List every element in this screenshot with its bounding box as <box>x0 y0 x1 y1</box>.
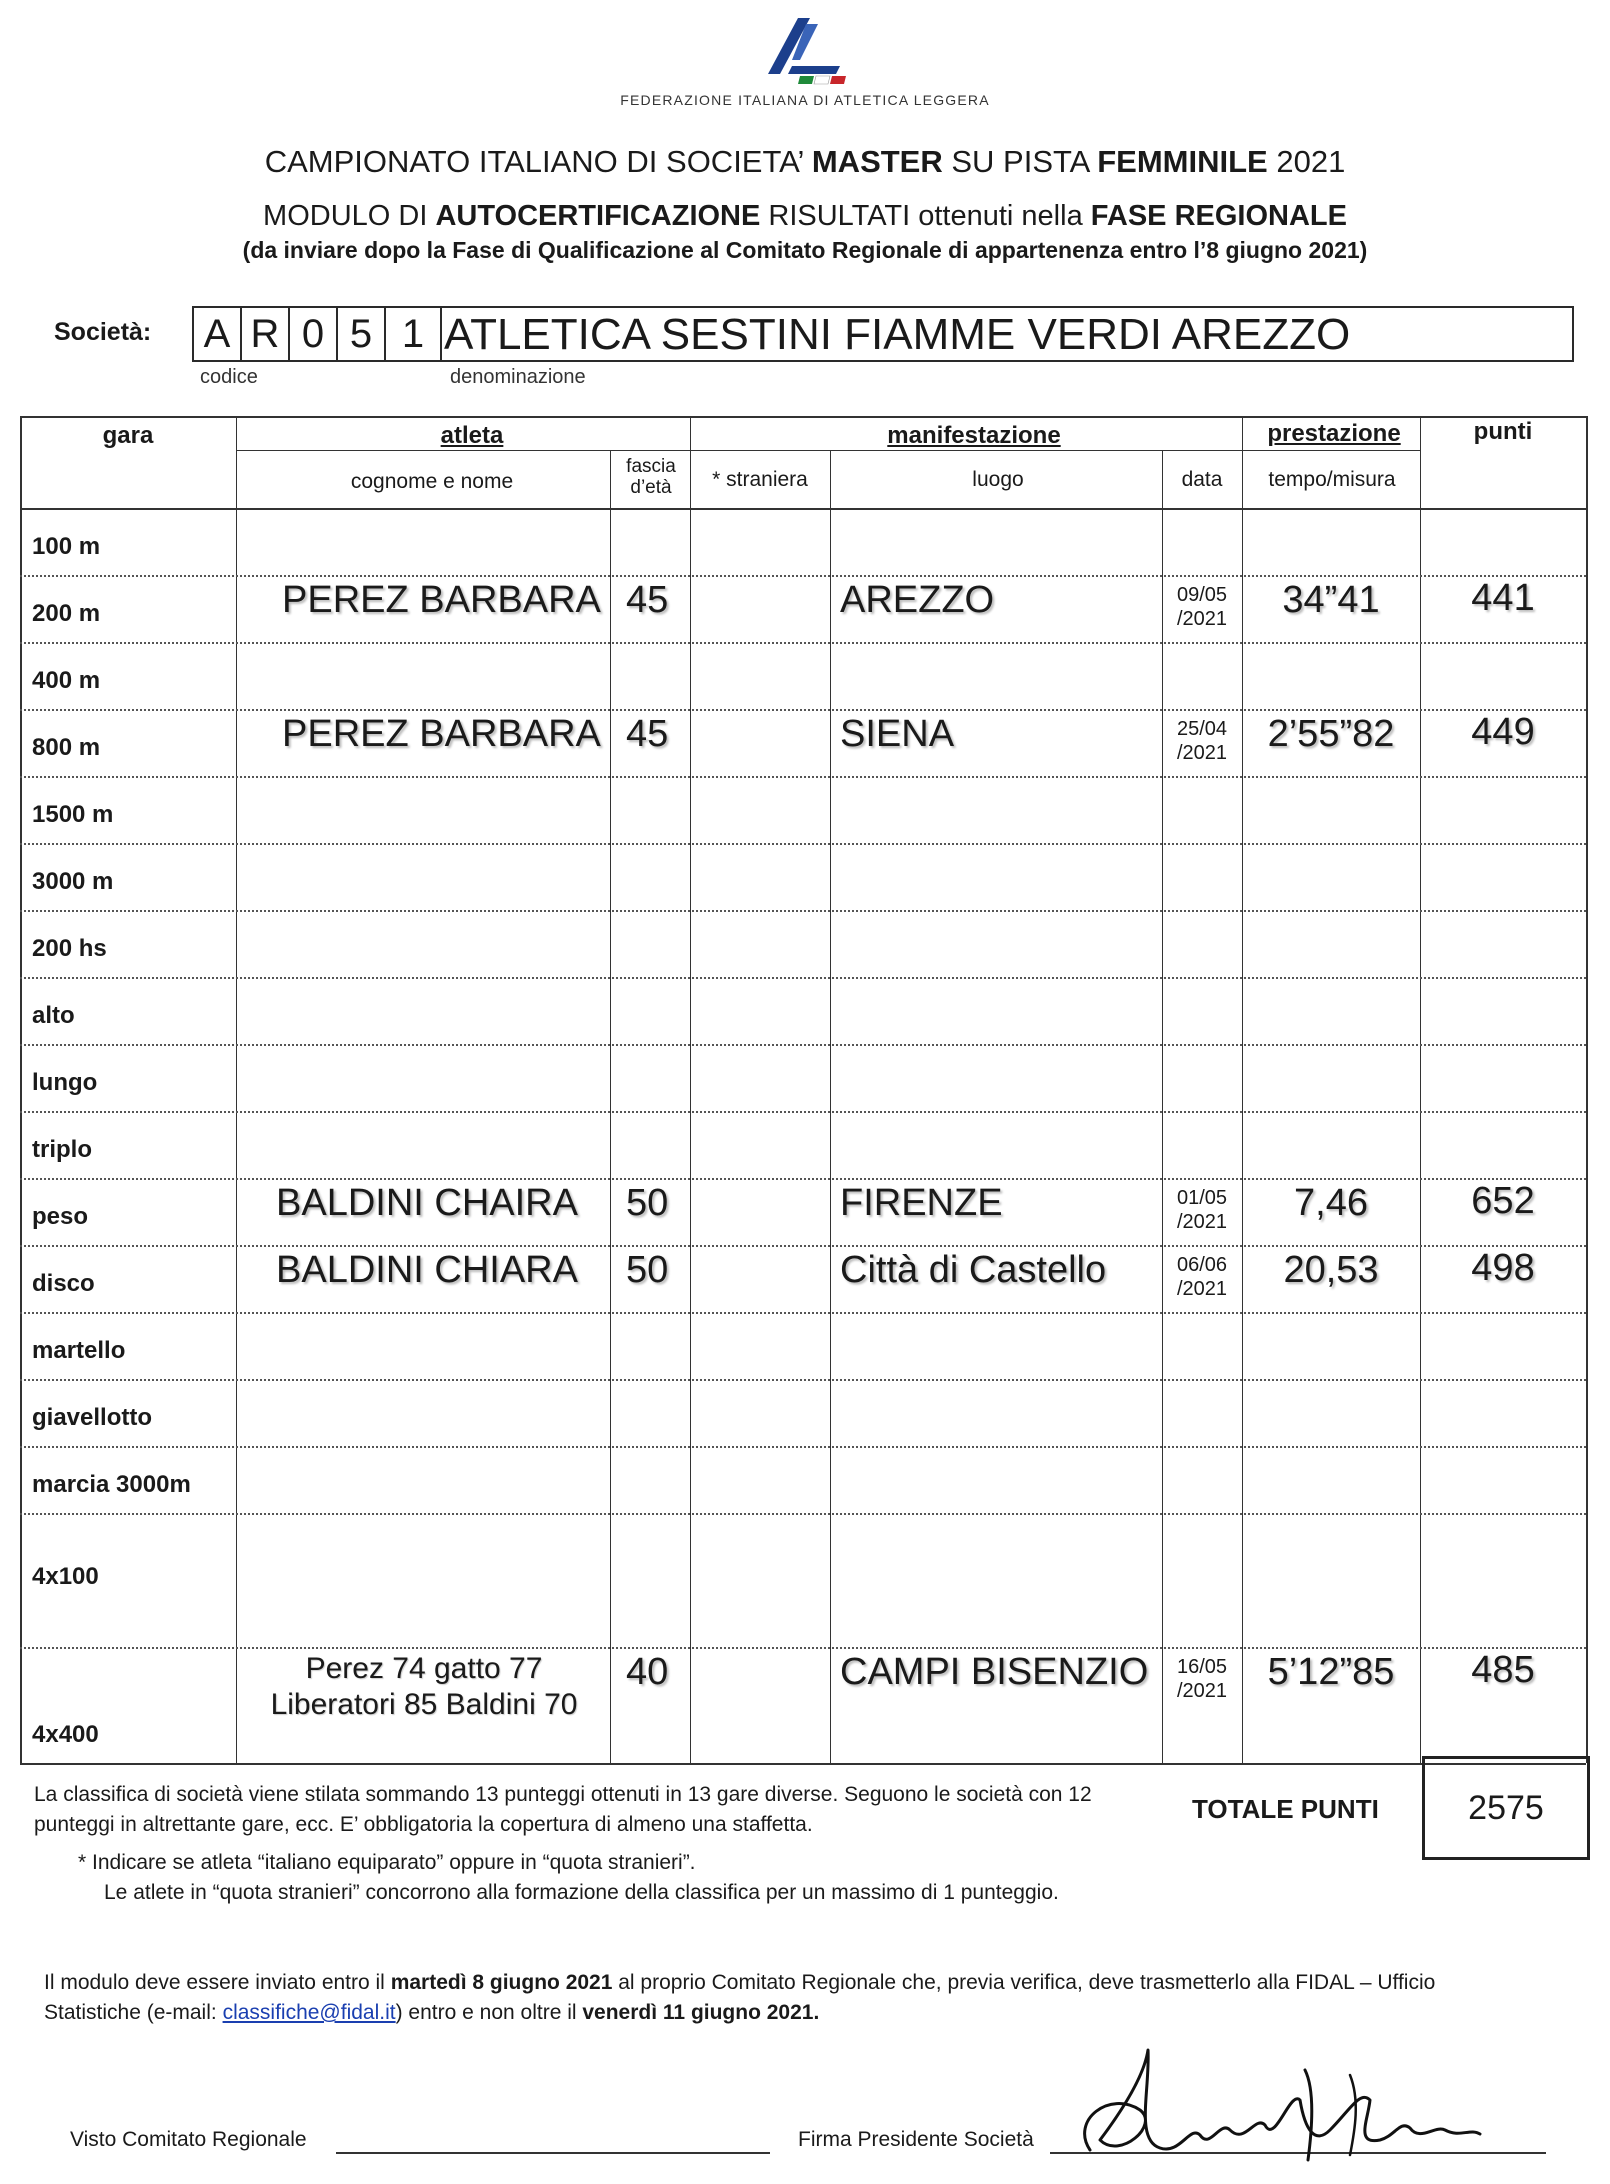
performance: 20,53 <box>1283 1249 1379 1291</box>
venue: AREZZO <box>840 579 995 621</box>
table-vline <box>830 450 831 1763</box>
table-hline <box>20 1763 1586 1765</box>
footnote-line1: * Indicare se atleta “italiano equiparato” oppure in “quota stranieri”. <box>78 1851 696 1874</box>
header-fascia: fascia d’età <box>626 456 676 498</box>
table-vline <box>1586 416 1588 1763</box>
gara-label: alto <box>32 1002 75 1029</box>
fidal-logo <box>740 14 870 92</box>
table-vline <box>236 416 237 1763</box>
venue: FIRENZE <box>840 1182 1003 1224</box>
championship-title: CAMPIONATO ITALIANO DI SOCIETA’ MASTER SU PISTA FEMMINILE 2021 <box>264 144 1346 179</box>
president-signature <box>1050 2030 1510 2180</box>
header-atleta: atleta <box>440 422 504 449</box>
table-hline <box>20 910 1586 912</box>
table-hline <box>20 642 1586 644</box>
table-hline <box>20 1178 1586 1180</box>
age-band: 45 <box>626 713 669 755</box>
athlete-name: PEREZ BARBARA <box>282 713 601 755</box>
gara-label: lungo <box>32 1069 98 1096</box>
header-luogo: luogo <box>972 468 1024 491</box>
performance: 2’55”82 <box>1267 713 1395 755</box>
performance: 5’12”85 <box>1267 1651 1395 1693</box>
footer-instructions: Il modulo deve essere inviato entro il martedì 8 giugno 2021 al proprio Comitato Regionale che, previa verifica, deve trasmetterlo alla FIDAL – Ufficio Statistiche (e-mail: classifiche@fidal.it) entro e non oltre il venerdì 11 giugno 2021. <box>44 1971 1436 2024</box>
table-hline <box>20 1379 1586 1381</box>
table-hline <box>20 1446 1586 1448</box>
classification-note: La classifica di società viene stilata sommando 13 punteggi ottenuti in 13 gare diverse. Seguono le società con 12 punteggi in altrettante gare, ecc. E’ obbligatoria la copertura di almeno una staffetta. <box>34 1783 1092 1836</box>
code-char: 0 <box>290 308 338 360</box>
header-punti: punti <box>1473 418 1533 445</box>
header-manifestazione: manifestazione <box>887 422 1061 449</box>
table-vline <box>20 416 22 1763</box>
table-hline <box>20 709 1586 711</box>
table-hline <box>20 843 1586 845</box>
code-char: R <box>242 308 290 360</box>
societa-label: Società: <box>54 318 152 346</box>
code-char: 1 <box>386 308 442 360</box>
societa-box <box>192 306 1574 362</box>
event-date: 16/05 /2021 <box>1176 1656 1228 1702</box>
table-hline <box>20 1245 1586 1247</box>
points: 449 <box>1471 711 1535 753</box>
age-band: 50 <box>626 1182 669 1224</box>
email-link[interactable]: classifiche@fidal.it <box>222 2001 396 2024</box>
gara-label: 100 m <box>32 533 101 560</box>
footnote-line2: Le atlete in “quota stranieri” concorrono alla formazione della classifica per un massimo di 1 punteggio. <box>104 1881 1059 1904</box>
table-hline <box>20 416 1586 418</box>
gara-label: giavellotto <box>32 1404 153 1431</box>
table-hline <box>20 508 1586 510</box>
form-subtitle: MODULO DI AUTOCERTIFICAZIONE RISULTATI ottenuti nella FASE REGIONALE <box>263 200 1347 232</box>
event-date: 06/06 /2021 <box>1176 1254 1228 1300</box>
points: 498 <box>1471 1247 1535 1289</box>
code-caption: codice <box>200 366 258 388</box>
event-date: 25/04 /2021 <box>1176 718 1228 764</box>
gara-label: 200 hs <box>32 935 107 962</box>
athlete-name: PEREZ BARBARA <box>282 579 601 621</box>
gara-label: 4x100 <box>32 1563 99 1590</box>
gara-label: 800 m <box>32 734 101 761</box>
performance: 34”41 <box>1282 579 1380 621</box>
table-hline <box>20 776 1586 778</box>
venue: CAMPI BISENZIO <box>840 1651 1149 1693</box>
totale-punti-label: TOTALE PUNTI <box>1192 1794 1379 1824</box>
points: 485 <box>1471 1649 1535 1691</box>
athlete-names: Perez 74 gatto 77 Liberatori 85 Baldini 70 <box>270 1652 578 1721</box>
gara-label: marcia 3000m <box>32 1471 191 1498</box>
table-hline <box>20 575 1586 577</box>
firma-presidente-label: Firma Presidente Società <box>798 2128 1034 2151</box>
venue: SIENA <box>840 713 955 755</box>
header-straniera: * straniera <box>712 468 808 491</box>
points: 652 <box>1471 1180 1535 1222</box>
header-data: data <box>1181 468 1223 491</box>
event-date: 09/05 /2021 <box>1176 584 1228 630</box>
table-hline <box>20 1647 1586 1649</box>
event-date: 01/05 /2021 <box>1176 1187 1228 1233</box>
header-cognome: cognome e nome <box>350 470 514 493</box>
table-hline <box>20 977 1586 979</box>
table-vline <box>1162 450 1163 1763</box>
performance: 7,46 <box>1294 1182 1368 1224</box>
gara-label: 3000 m <box>32 868 114 895</box>
gara-label: peso <box>32 1203 89 1230</box>
table-hline <box>20 1513 1586 1515</box>
name-caption: denominazione <box>450 366 586 388</box>
totale-punti-value: 2575 <box>1422 1756 1590 1860</box>
header-tempo: tempo/misura <box>1268 468 1396 491</box>
code-char: A <box>194 308 242 360</box>
gara-label: 4x400 <box>32 1721 99 1748</box>
gara-label: martello <box>32 1337 126 1364</box>
gara-label: 400 m <box>32 667 101 694</box>
gara-label: 200 m <box>32 600 101 627</box>
table-vline <box>610 450 611 1763</box>
federation-name: FEDERAZIONE ITALIANA DI ATLETICA LEGGERA <box>620 92 990 108</box>
table-hline <box>20 1312 1586 1314</box>
visto-signature-line <box>336 2152 770 2154</box>
age-band: 40 <box>626 1651 669 1693</box>
table-vline <box>690 416 691 1763</box>
table-hline <box>20 1111 1586 1113</box>
age-band: 45 <box>626 579 669 621</box>
age-band: 50 <box>626 1249 669 1291</box>
athlete-name: BALDINI CHIARA <box>276 1249 578 1291</box>
code-char: 5 <box>338 308 386 360</box>
submission-instruction: (da inviare dopo la Fase di Qualificazione al Comitato Regionale di appartenenza entro l’8 giugno 2021) <box>242 237 1368 263</box>
venue: Città di Castello <box>840 1249 1107 1291</box>
table-hline <box>20 1044 1586 1046</box>
points: 441 <box>1471 577 1535 619</box>
societa-name: ATLETICA SESTINI FIAMME VERDI AREZZO <box>444 310 1351 359</box>
results-table <box>20 416 1586 1758</box>
header-gara: gara <box>102 422 154 449</box>
gara-label: triplo <box>32 1136 92 1163</box>
gara-label: 1500 m <box>32 801 114 828</box>
gara-label: disco <box>32 1270 95 1297</box>
athlete-name: BALDINI CHAIRA <box>276 1182 578 1224</box>
visto-comitato-label: Visto Comitato Regionale <box>70 2128 307 2151</box>
header-prestazione: prestazione <box>1267 420 1401 447</box>
